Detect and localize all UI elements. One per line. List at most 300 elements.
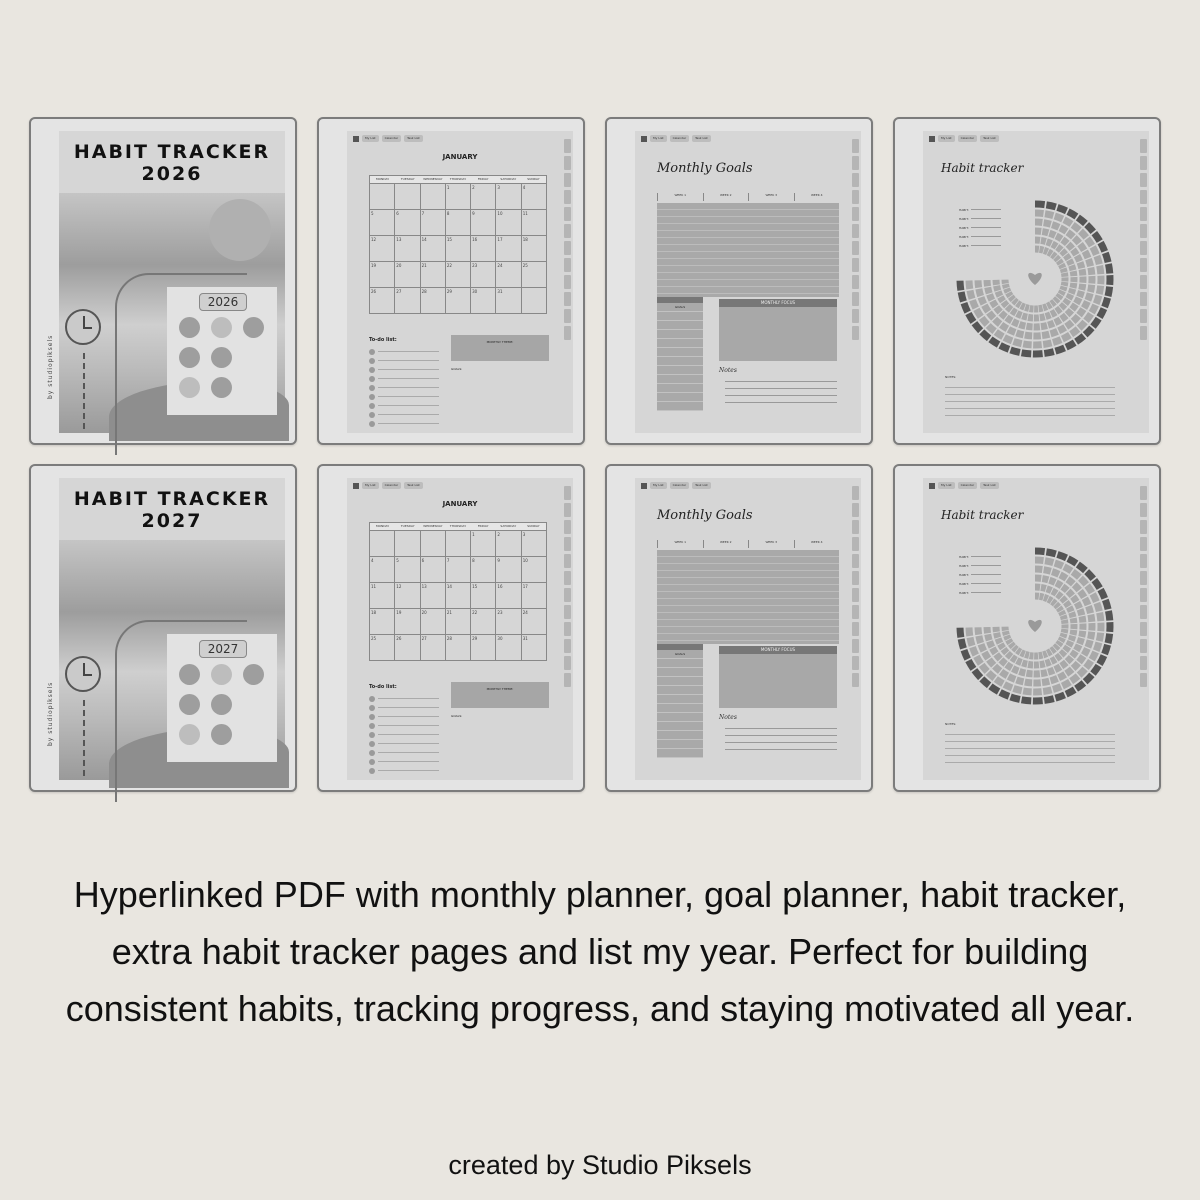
habit-cell[interactable] xyxy=(1073,250,1076,255)
habit-cell[interactable] xyxy=(1017,303,1020,305)
calendar-day-cell[interactable] xyxy=(421,184,446,210)
habit-cell[interactable] xyxy=(1001,660,1006,664)
habit-cell[interactable] xyxy=(1005,284,1006,288)
habit-cell[interactable] xyxy=(1097,603,1099,611)
habit-cell[interactable] xyxy=(1006,665,1011,668)
habit-cell[interactable] xyxy=(1067,657,1071,661)
calendar-day-cell[interactable]: 13 xyxy=(421,583,446,609)
habit-cell[interactable] xyxy=(1068,244,1072,249)
habit-cell[interactable] xyxy=(1023,344,1031,345)
habit-cell[interactable] xyxy=(1087,572,1094,579)
habit-cell[interactable] xyxy=(989,660,994,666)
habit-cell[interactable] xyxy=(982,332,989,338)
habit-cell[interactable] xyxy=(976,656,980,663)
habit-cell[interactable] xyxy=(1068,579,1074,584)
habit-cell[interactable] xyxy=(1092,652,1096,660)
habit-cell[interactable] xyxy=(1084,301,1087,308)
habit-cell[interactable] xyxy=(1057,554,1066,557)
habit-cell[interactable] xyxy=(1093,319,1099,327)
calendar-day-cell[interactable]: 8 xyxy=(471,557,496,583)
habit-cell[interactable] xyxy=(1085,328,1092,335)
habit-cell[interactable] xyxy=(988,326,994,332)
habit-cell[interactable] xyxy=(1039,655,1043,656)
habit-cell[interactable] xyxy=(1061,638,1063,641)
calendar-day-cell[interactable] xyxy=(522,288,547,314)
habit-cell[interactable] xyxy=(979,636,981,643)
habit-cell[interactable] xyxy=(1004,649,1007,653)
habit-cell[interactable] xyxy=(1073,630,1074,635)
habit-cell[interactable] xyxy=(1062,587,1067,591)
habit-cell[interactable] xyxy=(1073,225,1080,230)
habit-cell[interactable] xyxy=(1073,283,1074,288)
month-tabs[interactable] xyxy=(1140,139,1147,340)
habit-cell[interactable] xyxy=(992,648,995,653)
habit-cell[interactable] xyxy=(1055,299,1058,302)
habit-cell[interactable] xyxy=(1001,672,1007,676)
habit-cell[interactable] xyxy=(1088,293,1090,300)
habit-cell[interactable] xyxy=(1008,329,1015,332)
habit-cell[interactable] xyxy=(1101,243,1105,252)
habit-cell[interactable] xyxy=(1096,296,1099,304)
habit-cell[interactable] xyxy=(1047,242,1052,244)
habit-cell[interactable] xyxy=(992,301,995,306)
nav-my-list[interactable]: My List xyxy=(362,135,379,142)
habit-cell[interactable] xyxy=(1061,662,1066,666)
calendar-day-cell[interactable] xyxy=(421,531,446,557)
habit-cell[interactable] xyxy=(1068,559,1076,564)
habit-cell[interactable] xyxy=(1072,612,1073,617)
habit-cell[interactable] xyxy=(1042,579,1048,580)
habit-cell[interactable] xyxy=(968,314,973,322)
habit-cell[interactable] xyxy=(960,281,961,291)
habit-cell[interactable] xyxy=(1052,254,1055,256)
habit-cell[interactable] xyxy=(1041,325,1047,326)
habit-cell[interactable] xyxy=(1061,291,1063,294)
habit-cell[interactable] xyxy=(1073,663,1078,668)
habit-cell[interactable] xyxy=(1063,616,1064,620)
calendar-day-cell[interactable]: 12 xyxy=(395,583,420,609)
habit-cell[interactable] xyxy=(1066,343,1075,348)
habit-ring-chart[interactable] xyxy=(945,189,1125,369)
habit-cell[interactable] xyxy=(1008,293,1010,296)
habit-cell[interactable] xyxy=(1072,265,1073,270)
calendar-day-cell[interactable]: 28 xyxy=(421,288,446,314)
habit-cell[interactable] xyxy=(1105,600,1108,609)
habit-cell[interactable] xyxy=(1049,580,1055,582)
habit-cell[interactable] xyxy=(1108,611,1109,621)
habit-cell[interactable] xyxy=(984,652,988,658)
habit-cell[interactable] xyxy=(1087,239,1092,246)
habit-cell[interactable] xyxy=(1048,252,1051,254)
habit-cell[interactable] xyxy=(1046,205,1055,207)
calendar-day-cell[interactable] xyxy=(370,184,395,210)
habit-cell[interactable] xyxy=(1019,324,1025,326)
calendar-day-cell[interactable]: 11 xyxy=(522,210,547,236)
habit-cell[interactable] xyxy=(978,280,979,287)
habit-cell[interactable] xyxy=(990,686,998,691)
habit-cell[interactable] xyxy=(1059,327,1065,330)
habit-cell[interactable] xyxy=(1079,656,1083,662)
habit-cell[interactable] xyxy=(1048,323,1054,325)
habit-cell[interactable] xyxy=(1073,618,1074,623)
habit-cell[interactable] xyxy=(1099,633,1100,641)
habit-cell[interactable] xyxy=(1082,269,1083,275)
calendar-day-cell[interactable]: 19 xyxy=(395,609,420,635)
habit-cell[interactable] xyxy=(1059,674,1065,677)
month-tabs[interactable] xyxy=(564,486,571,687)
habit-cell[interactable] xyxy=(1066,602,1069,606)
habit-cell[interactable] xyxy=(1043,343,1051,345)
habit-cell[interactable] xyxy=(1064,629,1065,633)
habit-cell[interactable] xyxy=(1061,315,1066,319)
habit-cell[interactable] xyxy=(1041,672,1047,673)
habit-cell[interactable] xyxy=(964,650,968,659)
habit-cell[interactable] xyxy=(990,641,992,647)
habit-cell[interactable] xyxy=(1013,668,1019,671)
calendar-day-cell[interactable]: 27 xyxy=(421,635,446,661)
calendar-day-cell[interactable]: 22 xyxy=(446,262,471,288)
home-icon[interactable] xyxy=(929,483,935,489)
calendar-day-cell[interactable]: 21 xyxy=(446,609,471,635)
habit-cell[interactable] xyxy=(1093,666,1099,674)
habit-cell[interactable] xyxy=(995,666,1001,671)
home-icon[interactable] xyxy=(353,136,359,142)
habit-cell[interactable] xyxy=(1069,641,1071,645)
habit-cell[interactable] xyxy=(1004,337,1012,340)
habit-cell[interactable] xyxy=(1012,310,1016,313)
habit-cell[interactable] xyxy=(1055,646,1058,649)
habit-cell[interactable] xyxy=(1087,225,1094,232)
habit-cell[interactable] xyxy=(1094,580,1099,588)
goals-column[interactable] xyxy=(657,650,703,758)
habit-cell[interactable] xyxy=(1056,656,1060,659)
calendar-day-cell[interactable]: 3 xyxy=(522,531,547,557)
habit-cell[interactable] xyxy=(1028,664,1033,665)
habit-cell[interactable] xyxy=(1022,663,1027,664)
habit-cell[interactable] xyxy=(1092,305,1096,313)
habit-cell[interactable] xyxy=(1062,251,1065,255)
habit-cell[interactable] xyxy=(1058,295,1060,298)
habit-cell[interactable] xyxy=(1035,213,1044,214)
habit-cell[interactable] xyxy=(1023,691,1031,692)
habit-cell[interactable] xyxy=(1062,682,1070,686)
habit-cell[interactable] xyxy=(1043,654,1047,655)
calendar-day-cell[interactable]: 6 xyxy=(395,210,420,236)
habit-cell[interactable] xyxy=(1105,298,1108,307)
habit-cell[interactable] xyxy=(1044,250,1048,251)
habit-cell[interactable] xyxy=(988,287,989,293)
habit-cell[interactable] xyxy=(1073,316,1078,321)
calendar-2027-device[interactable] xyxy=(317,464,585,792)
calendar-day-cell[interactable]: 23 xyxy=(471,262,496,288)
habit-cell[interactable] xyxy=(1044,699,1054,701)
habit-cell[interactable] xyxy=(1060,575,1066,579)
habit-cell[interactable] xyxy=(1026,673,1032,674)
calendar-day-cell[interactable]: 26 xyxy=(395,635,420,661)
habit-cell[interactable] xyxy=(1040,664,1045,665)
habit-cell[interactable] xyxy=(1044,597,1048,598)
habit-cell[interactable] xyxy=(1000,297,1003,301)
habit-cell[interactable] xyxy=(1052,601,1055,603)
habit-cell[interactable] xyxy=(1062,335,1070,339)
habit-cell[interactable] xyxy=(996,679,1003,684)
calendar-day-cell[interactable]: 10 xyxy=(496,210,521,236)
habit-2026-device[interactable] xyxy=(893,117,1161,445)
habit-cell[interactable] xyxy=(1073,572,1080,577)
habit-cell[interactable] xyxy=(970,290,972,298)
habit-cell[interactable] xyxy=(1096,643,1099,651)
home-icon[interactable] xyxy=(641,483,647,489)
calendar-day-cell[interactable]: 15 xyxy=(446,236,471,262)
home-icon[interactable] xyxy=(353,483,359,489)
habit-cell[interactable] xyxy=(1026,326,1032,327)
habit-cell[interactable] xyxy=(961,292,963,301)
habit-cell[interactable] xyxy=(1093,247,1097,255)
habit-cell[interactable] xyxy=(1068,212,1076,217)
habit-cell[interactable] xyxy=(990,339,998,344)
calendar-day-cell[interactable]: 19 xyxy=(370,262,395,288)
calendar-day-cell[interactable]: 4 xyxy=(370,557,395,583)
habit-cell[interactable] xyxy=(1025,335,1032,336)
habit-cell[interactable] xyxy=(1094,233,1099,241)
habit-cell[interactable] xyxy=(1063,269,1064,273)
calendar-day-cell[interactable]: 24 xyxy=(522,609,547,635)
calendar-day-cell[interactable]: 10 xyxy=(522,557,547,583)
habit-cell[interactable] xyxy=(1061,651,1065,655)
calendar-day-cell[interactable]: 31 xyxy=(522,635,547,661)
habit-cell[interactable] xyxy=(1082,631,1083,637)
month-tabs[interactable] xyxy=(1140,486,1147,687)
habit-cell[interactable] xyxy=(1057,247,1061,250)
habit-cell[interactable] xyxy=(1064,282,1065,286)
habit-cell[interactable] xyxy=(970,637,972,645)
habit-cell[interactable] xyxy=(1099,286,1100,294)
habit-cell[interactable] xyxy=(1108,634,1110,644)
calendar-day-cell[interactable]: 9 xyxy=(496,557,521,583)
calendar-day-cell[interactable]: 6 xyxy=(421,557,446,583)
calendar-2026-device[interactable] xyxy=(317,117,585,445)
habit-cell[interactable] xyxy=(1043,690,1051,692)
calendar-day-cell[interactable]: 11 xyxy=(370,583,395,609)
habit-cell[interactable] xyxy=(1100,309,1104,318)
calendar-day-cell[interactable]: 31 xyxy=(496,288,521,314)
habit-cell[interactable] xyxy=(1005,631,1006,635)
calendar-day-cell[interactable]: 17 xyxy=(496,236,521,262)
calendar-day-cell[interactable]: 5 xyxy=(370,210,395,236)
habit-cell[interactable] xyxy=(1016,680,1023,682)
habit-cell[interactable] xyxy=(1011,297,1013,300)
habit-cell[interactable] xyxy=(1051,331,1058,333)
habit-cell[interactable] xyxy=(981,297,984,304)
habit-cell[interactable] xyxy=(1011,644,1013,647)
calendar-day-cell[interactable]: 4 xyxy=(522,184,547,210)
habit-cell[interactable] xyxy=(1001,325,1007,329)
habit-cell[interactable] xyxy=(1014,300,1017,303)
habit-cell[interactable] xyxy=(1022,353,1032,354)
habit-cell[interactable] xyxy=(995,319,1001,324)
calendar-day-cell[interactable]: 16 xyxy=(471,236,496,262)
habit-cell[interactable] xyxy=(1079,669,1085,675)
goals-2027-device[interactable] xyxy=(605,464,873,792)
habit-cell[interactable] xyxy=(969,628,970,636)
habit-cell[interactable] xyxy=(1008,676,1015,679)
habit-cell[interactable] xyxy=(1105,253,1108,262)
calendar-day-cell[interactable]: 7 xyxy=(421,210,446,236)
habit-cell[interactable] xyxy=(1059,608,1061,611)
habit-cell[interactable] xyxy=(1062,240,1067,244)
habit-cell[interactable] xyxy=(996,307,1000,312)
habit-cell[interactable] xyxy=(1088,640,1090,647)
habit-cell[interactable] xyxy=(1006,318,1011,321)
habit-cell[interactable] xyxy=(1021,306,1025,308)
habit-cell[interactable] xyxy=(1001,313,1006,317)
habit-cell[interactable] xyxy=(1007,636,1008,640)
habit-list[interactable]: HABIT: HABIT: HABIT: HABIT: HABIT: xyxy=(959,205,1001,250)
calendar-day-cell[interactable]: 25 xyxy=(370,635,395,661)
calendar-day-cell[interactable]: 1 xyxy=(446,184,471,210)
habit-ring-chart[interactable] xyxy=(945,536,1125,716)
habit-cell[interactable] xyxy=(1076,683,1084,689)
habit-cell[interactable] xyxy=(1078,564,1086,570)
habit-cell[interactable] xyxy=(1025,682,1032,683)
habit-cell[interactable] xyxy=(1049,233,1055,235)
weekly-goals-block[interactable] xyxy=(657,203,839,297)
habit-cell[interactable] xyxy=(1068,591,1072,596)
habit-cell[interactable] xyxy=(1088,259,1090,266)
habit-cell[interactable] xyxy=(1091,268,1092,275)
calendar-day-cell[interactable]: 28 xyxy=(446,635,471,661)
habit-cell[interactable] xyxy=(1021,653,1025,655)
calendar-day-cell[interactable] xyxy=(370,531,395,557)
habit-cell[interactable] xyxy=(1067,310,1071,314)
habit-cell[interactable] xyxy=(1082,616,1083,622)
habit-cell[interactable] xyxy=(1035,551,1045,552)
calendar-day-cell[interactable]: 1 xyxy=(471,531,496,557)
habit-cell[interactable] xyxy=(1039,308,1043,309)
habit-cell[interactable] xyxy=(1065,647,1068,651)
calendar-day-cell[interactable]: 22 xyxy=(471,609,496,635)
habit-cell[interactable] xyxy=(961,639,963,648)
habit-cell[interactable] xyxy=(1022,700,1032,701)
calendar-day-cell[interactable]: 13 xyxy=(395,236,420,262)
habit-cell[interactable] xyxy=(988,634,989,640)
habit-cell[interactable] xyxy=(1068,232,1074,237)
habit-cell[interactable] xyxy=(1044,352,1054,354)
habit-cell[interactable] xyxy=(1046,662,1051,664)
calendar-day-cell[interactable]: 16 xyxy=(496,583,521,609)
month-tabs[interactable] xyxy=(852,139,859,340)
habit-cell[interactable] xyxy=(1069,607,1071,612)
habit-cell[interactable] xyxy=(996,654,1000,659)
habit-cell[interactable] xyxy=(1071,329,1078,334)
habit-cell[interactable] xyxy=(998,292,1000,297)
habit-cell[interactable] xyxy=(1042,334,1049,335)
habit-cell[interactable] xyxy=(1000,644,1003,648)
habit-cell[interactable] xyxy=(1051,678,1058,680)
month-tabs[interactable] xyxy=(564,139,571,340)
habit-cell[interactable] xyxy=(1046,552,1055,554)
calendar-day-cell[interactable]: 25 xyxy=(522,262,547,288)
habit-cell[interactable] xyxy=(1085,598,1088,605)
habit-cell[interactable] xyxy=(1013,688,1021,690)
cover-2027-device[interactable] xyxy=(29,464,297,792)
habit-cell[interactable] xyxy=(1052,225,1059,228)
habit-cell[interactable] xyxy=(1017,661,1022,663)
weekly-goals-block[interactable] xyxy=(657,550,839,644)
calendar-day-cell[interactable] xyxy=(395,531,420,557)
habit-cell[interactable] xyxy=(1076,336,1084,342)
habit-cell[interactable] xyxy=(1064,273,1065,277)
calendar-day-cell[interactable]: 30 xyxy=(496,635,521,661)
habit-cell[interactable] xyxy=(987,280,988,286)
calendar-day-cell[interactable]: 12 xyxy=(370,236,395,262)
habit-cell[interactable] xyxy=(1080,609,1082,615)
habit-cell[interactable] xyxy=(1080,591,1084,597)
habit-cell[interactable] xyxy=(1045,214,1053,216)
habit-cell[interactable] xyxy=(1051,659,1055,661)
calendar-day-cell[interactable]: 2 xyxy=(471,184,496,210)
habit-cell[interactable] xyxy=(968,661,973,669)
habit-cell[interactable] xyxy=(998,639,1000,644)
habit-cell[interactable] xyxy=(1004,302,1007,306)
habit-cell[interactable] xyxy=(969,281,970,289)
monthly-focus-box[interactable] xyxy=(719,299,837,361)
habit-cell[interactable] xyxy=(1073,597,1076,602)
habit-cell[interactable] xyxy=(1055,695,1064,698)
calendar-day-cell[interactable]: 29 xyxy=(446,288,471,314)
habit-cell[interactable] xyxy=(1072,651,1076,656)
habit-cell[interactable] xyxy=(1100,613,1101,621)
habit-cell[interactable] xyxy=(1046,315,1051,317)
habit-cell[interactable] xyxy=(982,665,987,672)
habit-cell[interactable] xyxy=(1074,238,1079,243)
calendar-day-cell[interactable]: 20 xyxy=(421,609,446,635)
habit-cell[interactable] xyxy=(1063,287,1064,291)
month-tabs[interactable] xyxy=(852,486,859,687)
habit-cell[interactable] xyxy=(981,644,984,651)
calendar-day-cell[interactable]: 3 xyxy=(496,184,521,210)
habit-cell[interactable] xyxy=(1007,307,1011,310)
calendar-day-cell[interactable]: 8 xyxy=(446,210,471,236)
nav-calendar[interactable]: Calendar xyxy=(382,135,402,142)
habit-cell[interactable] xyxy=(1022,316,1027,317)
goals-2026-device[interactable] xyxy=(605,117,873,445)
habit-cell[interactable] xyxy=(1011,697,1020,700)
habit-cell[interactable] xyxy=(979,289,981,296)
calendar-day-cell[interactable]: 24 xyxy=(496,262,521,288)
todo-list[interactable] xyxy=(369,694,439,775)
habit-cell[interactable] xyxy=(1080,638,1082,644)
habit-cell[interactable] xyxy=(1074,585,1079,590)
habit-cell[interactable] xyxy=(1071,676,1078,681)
habit-cell[interactable] xyxy=(997,633,998,638)
calendar-day-cell[interactable]: 2 xyxy=(496,531,521,557)
habit-cell[interactable] xyxy=(972,300,975,308)
habit-cell[interactable] xyxy=(1043,307,1047,308)
habit-cell[interactable] xyxy=(987,627,988,633)
habit-cell[interactable] xyxy=(988,673,994,679)
habit-cell[interactable] xyxy=(1079,322,1085,328)
home-icon[interactable] xyxy=(929,136,935,142)
habit-cell[interactable] xyxy=(1000,345,1009,349)
calendar-day-cell[interactable]: 30 xyxy=(471,288,496,314)
calendar-day-cell[interactable]: 14 xyxy=(421,236,446,262)
calendar-day-cell[interactable]: 27 xyxy=(395,288,420,314)
habit-cell[interactable] xyxy=(1097,256,1099,264)
habit-cell[interactable] xyxy=(1051,302,1054,304)
habit-cell[interactable] xyxy=(974,670,980,677)
habit-cell[interactable] xyxy=(982,318,987,325)
